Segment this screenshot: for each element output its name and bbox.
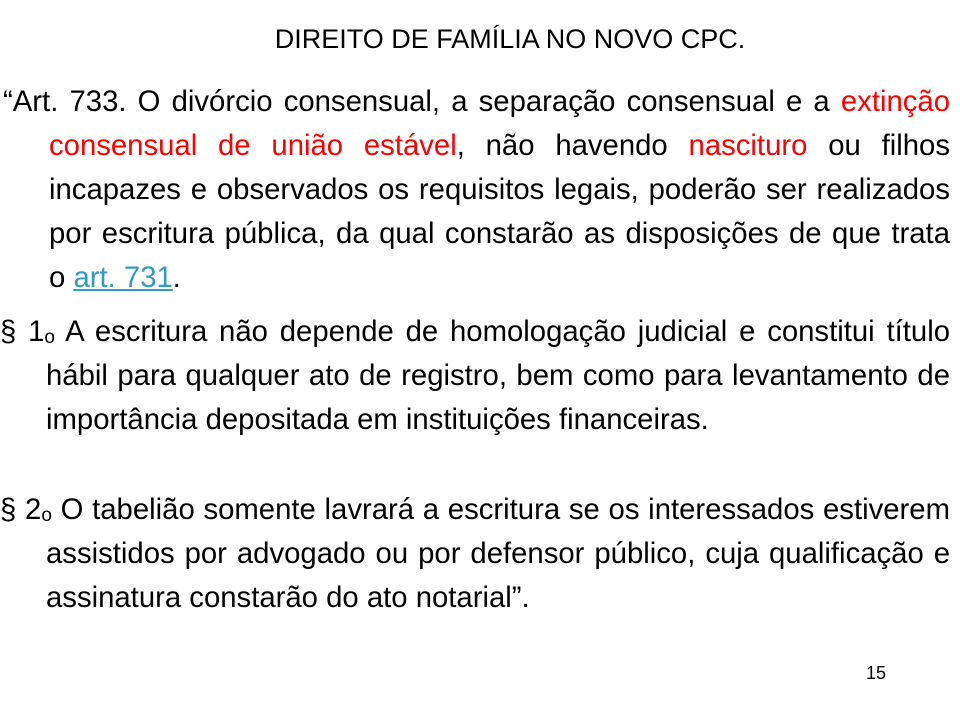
- paragraph-2: [0, 488, 950, 620]
- highlight-uniao-estavel: extinção consensual de união estável: [49, 85, 950, 162]
- paragraph-1-text: A escritura não depende de homologação judicial e constitui título hábil para qualquer ato de registro, bem como para levantamento de importância depositada em instituições financeiras.: [46, 315, 950, 436]
- paragraph-2-ordinal: o: [41, 505, 52, 526]
- paragraph-1-mark: § 1: [0, 315, 45, 348]
- paragraph-1-ordinal: o: [44, 327, 55, 348]
- article-733-middle: , não havendo: [456, 129, 689, 162]
- art-731-link[interactable]: art. 731: [73, 261, 173, 294]
- article-733-continuation: ou filhos incapazes e observados os requisitos legais, poderão ser realizados por escritura pública, da qual constarão as disposições de que trata o: [49, 129, 950, 294]
- article-733-text: [3, 80, 950, 300]
- page-number: 15: [866, 663, 887, 683]
- article-733-opening: “Art. 733. O divórcio consensual, a separação consensual e a: [3, 85, 841, 118]
- article-733-end: .: [172, 261, 181, 294]
- paragraph-2-text: O tabelião somente lavrará a escritura se os interessados estiverem assistidos por advogado ou por defensor público, cuja qualificação e assinatura constarão do ato notarial”.: [46, 493, 950, 614]
- paragraph-1: [0, 310, 950, 442]
- highlight-nascituro: nascituro: [688, 129, 808, 162]
- slide-title: DIREITO DE FAMÍLIA NO NOVO CPC.: [274, 24, 746, 54]
- paragraph-2-mark: § 2: [0, 493, 42, 526]
